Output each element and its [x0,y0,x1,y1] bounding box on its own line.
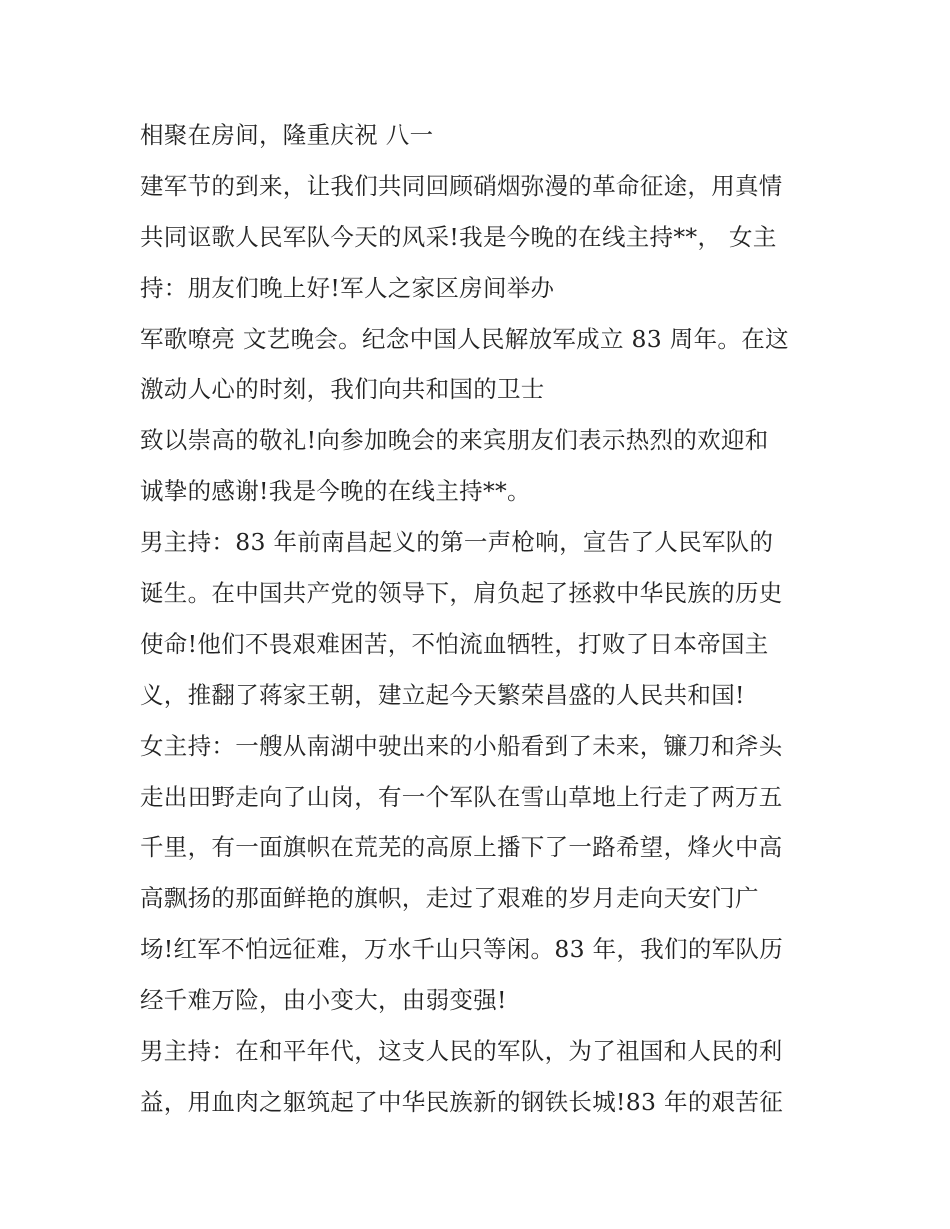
text-line: 持：朋友们晚上好!军人之家区房间举办 [140,273,555,302]
text-line: 相聚在房间，隆重庆祝 八一 [140,121,434,149]
text-line: 诚挚的感谢!我是今晚的在线主持**。 [140,477,531,506]
text-line: 场!红军不怕远征难，万水千山只等闲。83 年，我们的军队历 [140,935,784,964]
text-line: 诞生。在中国共产党的领导下，肩负起了拯救中华民族的历史 [140,579,783,608]
text-line: 激动人心的时刻，我们向共和国的卫士 [140,375,545,404]
document-body [140,110,830,1128]
text-line: 走出田野走向了山岗，有一个军队在雪山草地上行走了两万五 [140,782,783,811]
text-line: 经千难万险，由小变大，由弱变强! [140,986,507,1015]
text-line: 男主持：83 年前南昌起义的第一声枪响，宣告了人民军队的 [140,528,774,557]
text-line: 千里，有一面旗帜在荒芜的高原上播下了一路希望，烽火中高 [140,833,783,862]
text-line: 益，用血肉之躯筑起了中华民族新的钢铁长城!83 年的艰苦征 [140,1087,784,1116]
text-line: 男主持：在和平年代，这支人民的军队，为了祖国和人民的利 [140,1037,783,1066]
text-line: 使命!他们不畏艰难困苦，不怕流血牺牲，打败了日本帝国主 [140,629,769,658]
text-line: 建军节的到来，让我们共同回顾硝烟弥漫的革命征途，用真情 [140,171,783,200]
text-line: 军歌嘹亮 文艺晚会。纪念中国人民解放军成立 83 周年。在这 [140,324,789,353]
text-line: 共同讴歌人民军队今天的风采!我是今晚的在线主持**， 女主 [140,222,777,251]
text-line: 致以崇高的敬礼!向参加晚会的来宾朋友们表示热烈的欢迎和 [140,426,769,455]
text-line: 高飘扬的那面鲜艳的旗帜，走过了艰难的岁月走向天安门广 [140,884,759,913]
text-line: 义，推翻了蒋家王朝，建立起今天繁荣昌盛的人民共和国! [140,680,745,709]
text-line: 女主持：一艘从南湖中驶出来的小船看到了未来，镰刀和斧头 [140,731,783,760]
